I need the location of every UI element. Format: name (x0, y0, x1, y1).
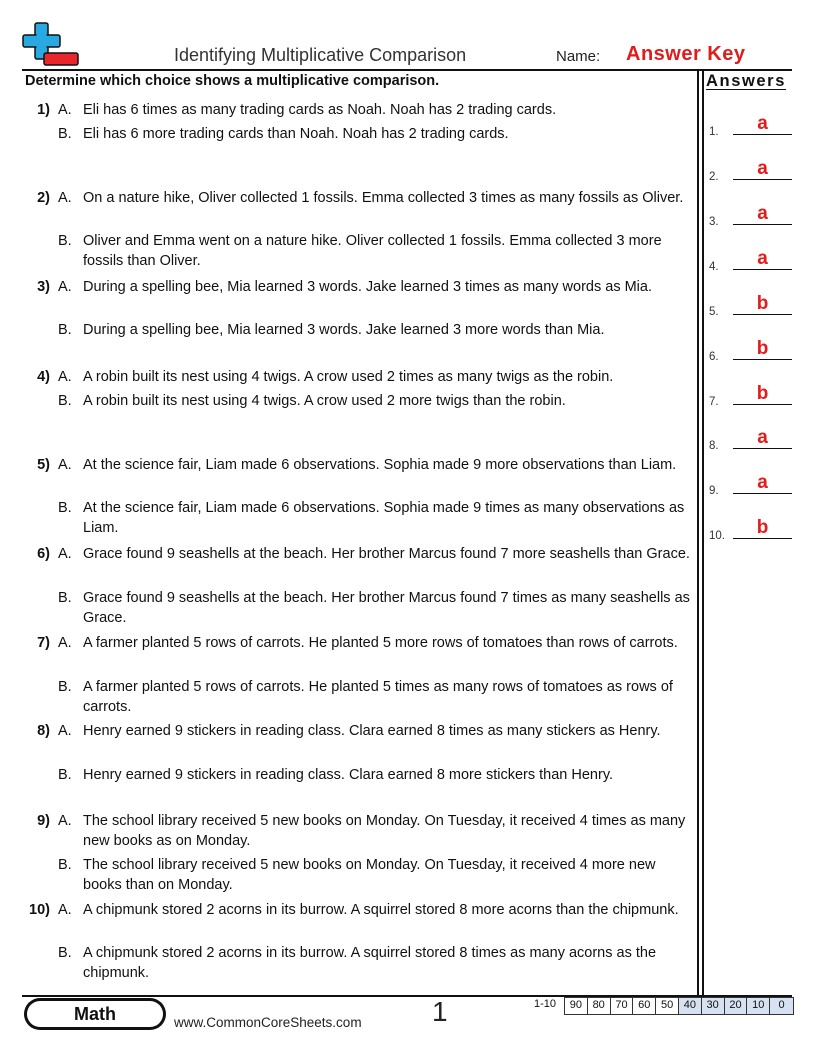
option-letter: A. (58, 546, 72, 562)
option-text: During a spelling bee, Mia learned 3 words. Jake learned 3 more words than Mia. (83, 322, 605, 338)
option-letter: A. (58, 102, 72, 118)
option-letter: A. (58, 190, 72, 206)
answer-value: b (756, 517, 769, 538)
question-number: 6) (37, 546, 50, 562)
option-text: At the science fair, Liam made 6 observations. Sophia made 9 times as many observations as Liam. (83, 500, 685, 536)
option-letter: B. (58, 233, 72, 249)
answer-number: 2. (709, 171, 719, 183)
score-cell: 60 (633, 998, 656, 1014)
answer-row (709, 113, 793, 138)
option-text: A chipmunk stored 2 acorns in its burrow. A squirrel stored 8 more acorns than the chipmunk. (83, 902, 679, 918)
option-text: A farmer planted 5 rows of carrots. He planted 5 more rows of tomatoes than rows of carrots. (83, 635, 678, 651)
page-number: 1 (432, 996, 448, 1027)
answer-number: 6. (709, 351, 719, 363)
answer-value: a (757, 248, 768, 269)
subject-badge (24, 998, 166, 1030)
answer-number: 10. (709, 530, 725, 542)
option-text: At the science fair, Liam made 6 observations. Sophia made 9 more observations than Liam. (83, 457, 677, 473)
answer-number: 1. (709, 126, 719, 138)
option-letter: B. (58, 857, 72, 873)
answer-row (709, 383, 793, 408)
score-table (564, 997, 794, 1015)
option-text: Eli has 6 times as many trading cards as Noah. Noah has 2 trading cards. (83, 102, 557, 118)
answer-row (709, 203, 793, 228)
question-number: 5) (37, 457, 50, 473)
option-text: Henry earned 9 stickers in reading class. Clara earned 8 times as many stickers as Henry. (83, 723, 661, 739)
score-cell: 0 (770, 998, 793, 1014)
option-text: A farmer planted 5 rows of carrots. He planted 5 times as many rows of tomatoes as rows of carrots. (83, 679, 673, 715)
option-letter: B. (58, 322, 72, 338)
option-text: The school library received 5 new books on Monday. On Tuesday, it received 4 more new books than on Monday. (83, 857, 656, 893)
option-letter: B. (58, 590, 72, 606)
answer-row (709, 517, 793, 542)
answer-value: b (756, 338, 769, 359)
option-text: Oliver and Emma went on a nature hike. Oliver collected 1 fossils. Emma collected 3 more fossils than Oliver. (83, 233, 662, 269)
option-text: Eli has 6 more trading cards than Noah. Noah has 2 trading cards. (83, 126, 509, 142)
question-number: 4) (37, 369, 50, 385)
score-cell: 40 (679, 998, 702, 1014)
top-divider (22, 69, 792, 71)
answer-number: 9. (709, 485, 719, 497)
website-link[interactable]: www.CommonCoreSheets.com (174, 1015, 362, 1030)
answer-value: b (756, 383, 769, 404)
option-letter: B. (58, 679, 72, 695)
answer-key-label: Answer Key (626, 43, 746, 65)
option-text: Grace found 9 seashells at the beach. Her brother Marcus found 7 times as many seashells as Grace. (83, 590, 690, 626)
score-range-label: 1-10 (534, 998, 557, 1010)
option-letter: A. (58, 635, 72, 651)
answer-value: a (757, 113, 768, 134)
answer-row (709, 248, 793, 273)
answer-row (709, 472, 793, 497)
question-number: 1) (37, 102, 50, 118)
option-letter: B. (58, 767, 72, 783)
option-letter: A. (58, 369, 72, 385)
score-cell: 10 (747, 998, 770, 1014)
option-text: A robin built its nest using 4 twigs. A crow used 2 times as many twigs as the robin. (83, 369, 614, 385)
option-letter: B. (58, 500, 72, 516)
score-cell: 90 (565, 998, 588, 1014)
question-number: 10) (29, 902, 50, 918)
score-cell: 30 (702, 998, 725, 1014)
score-cell: 70 (611, 998, 634, 1014)
question-number: 7) (37, 635, 50, 651)
question-number: 3) (37, 279, 50, 295)
subject-label: Math (27, 1001, 163, 1027)
answer-row (709, 427, 793, 452)
answer-value: b (756, 293, 769, 314)
name-label: Name: (556, 48, 601, 65)
option-text: A chipmunk stored 2 acorns in its burrow. A squirrel stored 8 times as many acorns as the chipmunk. (83, 945, 657, 981)
option-letter: B. (58, 945, 72, 961)
option-text: A robin built its nest using 4 twigs. A crow used 2 more twigs than the robin. (83, 393, 566, 409)
question-number: 9) (37, 813, 50, 829)
worksheet-title: Identifying Multiplicative Comparison (174, 45, 467, 65)
answer-number: 7. (709, 396, 719, 408)
option-letter: A. (58, 457, 72, 473)
score-cell: 20 (725, 998, 748, 1014)
answer-value: a (757, 158, 768, 179)
option-letter: B. (58, 393, 72, 409)
answer-value: a (757, 472, 768, 493)
option-letter: A. (58, 279, 72, 295)
option-letter: A. (58, 723, 72, 739)
column-divider (702, 69, 704, 996)
option-text: During a spelling bee, Mia learned 3 words. Jake learned 3 times as many words as Mia. (83, 279, 652, 295)
answer-number: 4. (709, 261, 719, 273)
option-text: Henry earned 9 stickers in reading class. Clara earned 8 more stickers than Henry. (83, 767, 614, 783)
answer-number: 5. (709, 306, 719, 318)
answer-row (709, 158, 793, 183)
question-number: 2) (37, 190, 50, 206)
option-letter: B. (58, 126, 72, 142)
answer-row (709, 338, 793, 363)
score-cell: 80 (588, 998, 611, 1014)
instructions: Determine which choice shows a multiplicative comparison. (25, 73, 440, 89)
option-text: The school library received 5 new books on Monday. On Tuesday, it received 4 times as many new books as on Monday. (83, 813, 686, 849)
answer-number: 8. (709, 440, 719, 452)
score-cell: 50 (656, 998, 679, 1014)
answer-value: a (757, 203, 768, 224)
option-letter: A. (58, 902, 72, 918)
option-text: On a nature hike, Oliver collected 1 fossils. Emma collected 3 times as many fossils as Oliver. (83, 190, 684, 206)
answer-value: a (757, 427, 768, 448)
answer-number: 3. (709, 216, 719, 228)
option-text: Grace found 9 seashells at the beach. Her brother Marcus found 7 more seashells than Grace. (83, 546, 690, 562)
question-number: 8) (37, 723, 50, 739)
answer-row (709, 293, 793, 318)
answers-heading: Answers (706, 72, 786, 90)
plus-minus-logo-icon (22, 22, 80, 68)
option-letter: A. (58, 813, 72, 829)
